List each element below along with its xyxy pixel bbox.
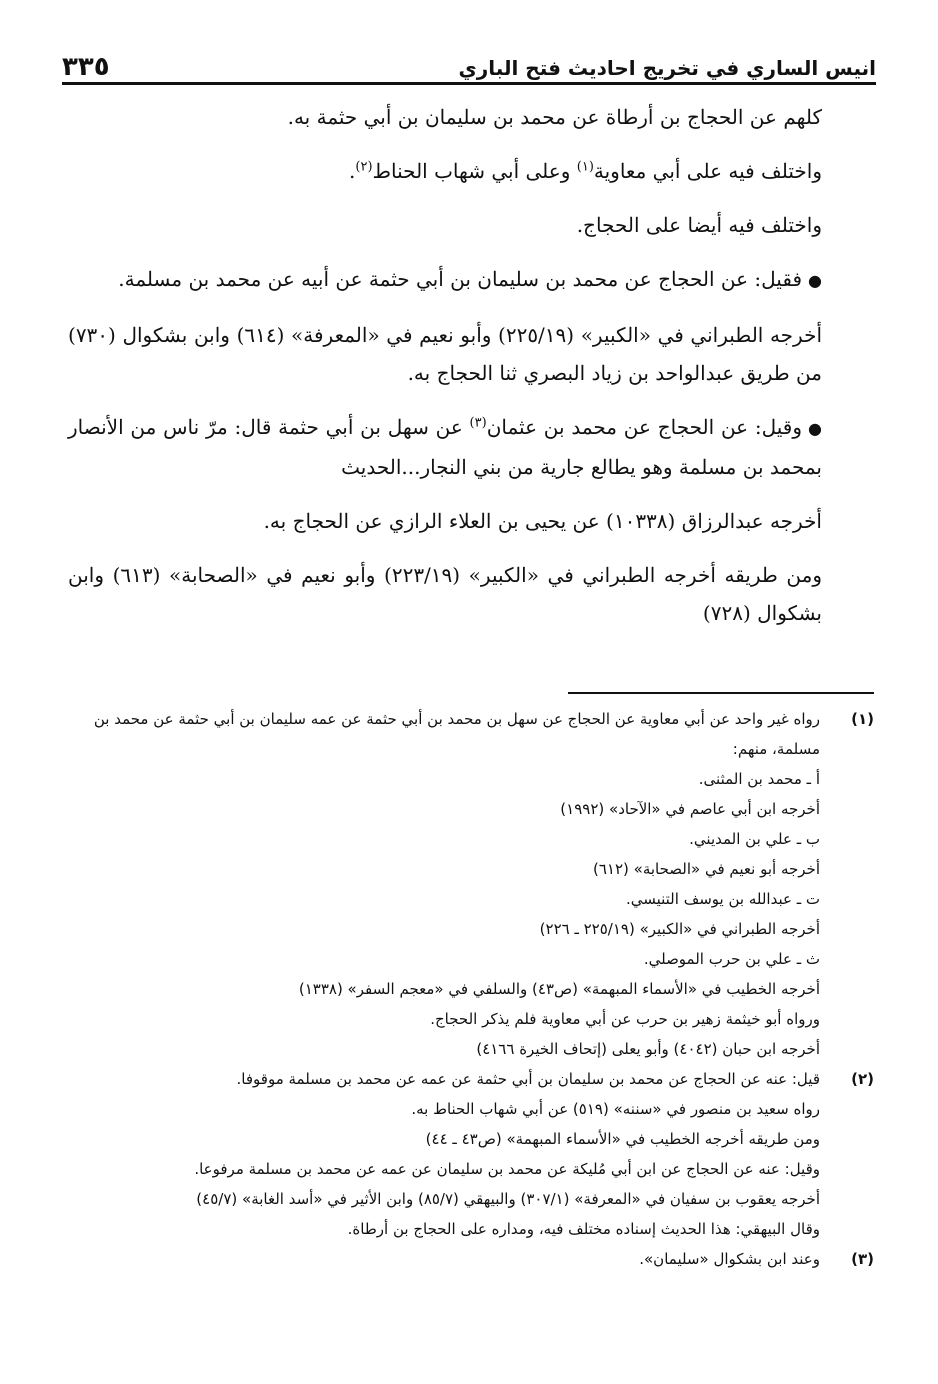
paragraph-8: ومن طريقه أخرجه الطبراني في «الكبير» (٢٢٣/١٩) وأبو نعيم في «الصحابة» (٦١٣) وابن بشكوال (٧٢٨) — [68, 563, 822, 625]
footnote-ref-2[interactable]: (٢) — [355, 159, 373, 175]
footnote-line: رواه سعيد بن منصور في «سننه» (٥١٩) عن أبي شهاب الحناط به. — [411, 1100, 820, 1118]
footnote-1 — [66, 704, 874, 1064]
running-title: انيس الساري في تخريج احاديث فتح الباري — [458, 56, 876, 80]
paragraph-2-text-b: وعلى أبي شهاب الحناط — [372, 159, 577, 183]
footnote-line: أخرجه ابن حبان (٤٠٤٢) وأبو يعلى (إتحاف الخيرة ٤١٦٦) — [476, 1040, 820, 1058]
footnote-number: (٣) — [851, 1250, 874, 1268]
paragraph-7: أخرجه عبدالرزاق (١٠٣٣٨) عن يحيى بن العلاء الرازي عن الحجاج به. — [263, 509, 822, 533]
footnote-line: وعند ابن بشكوال «سليمان». — [639, 1250, 820, 1268]
footnote-line: ت ـ عبدالله بن يوسف التنيسي. — [625, 890, 820, 908]
bullet-icon: ● — [808, 271, 822, 290]
paragraph-4-text: فقيل: عن الحجاج عن محمد بن سليمان بن أبي حثمة عن أبيه عن محمد بن مسلمة. — [118, 267, 803, 291]
paragraph-6-text-b: عن سهل بن أبي حثمة قال: مرّ ناس من الأنصار بمحمد بن مسلمة وهو يطالع جارية من بني النجار...الحديث — [68, 415, 822, 479]
footnote-2 — [66, 1064, 874, 1244]
paragraph-6 — [68, 408, 874, 486]
footnote-line: أخرجه ابن أبي عاصم في «الآحاد» (١٩٩٢) — [560, 800, 820, 818]
footnote-body — [66, 1064, 820, 1244]
footnote-number: (١) — [851, 710, 874, 728]
footnote-ref-1[interactable]: (١) — [576, 159, 594, 175]
footnote-line: رواه غير واحد عن أبي معاوية عن الحجاج عن سهل بن محمد بن أبي حثمة عن عمه سليمان بن أبي حثمة عن محمد بن مسلمة، منهم: — [93, 710, 820, 758]
footnote-line: وقال البيهقي: هذا الحديث إسناده مختلف فيه، ومداره على الحجاج بن أرطاة. — [347, 1220, 820, 1238]
footnote-line: أخرجه يعقوب بن سفيان في «المعرفة» (٣٠٧/١) والبيهقي (٨٥/٧) وابن الأثير في «أسد الغابة» (٤٥/٧) — [196, 1190, 820, 1208]
header-divider — [62, 82, 876, 85]
footnote-line: أخرجه الطبراني في «الكبير» (٢٢٥/١٩ ـ ٢٢٦) — [539, 920, 820, 938]
footnote-line: ث ـ علي بن حرب الموصلي. — [643, 950, 820, 968]
footnote-line: وقيل: عنه عن الحجاج عن ابن أبي مُليكة عن محمد بن سليمان عن عمه عن محمد بن مسلمة مرفوعا. — [194, 1160, 820, 1178]
footnote-line: قيل: عنه عن الحجاج عن محمد بن سليمان بن أبي حثمة عن عمه عن محمد بن مسلمة موقوفا. — [236, 1070, 820, 1088]
footnote-body — [66, 1244, 820, 1274]
footnote-line: ورواه أبو خيثمة زهير بن حرب عن أبي معاوية فلم يذكر الحجاج. — [430, 1010, 820, 1028]
footnote-line: ب ـ علي بن المديني. — [689, 830, 820, 848]
footnote-line: أخرجه الخطيب في «الأسماء المبهمة» (ص٤٣) والسلفي في «معجم السفر» (١٣٣٨) — [298, 980, 820, 998]
paragraph-5: أخرجه الطبراني في «الكبير» (٢٢٥/١٩) وأبو نعيم في «المعرفة» (٦١٤) وابن بشكوال (٧٣٠) من طريق عبدالواحد بن زياد البصري ثنا الحجاج به. — [68, 323, 822, 385]
footnote-number: (٢) — [851, 1070, 874, 1088]
footnote-ref-3[interactable]: (٣) — [469, 415, 487, 431]
paragraph-3: واختلف فيه أيضا على الحجاج. — [576, 213, 822, 237]
footnote-3 — [66, 1244, 874, 1274]
paragraph-4 — [68, 260, 874, 300]
page-number: ٣٣٥ — [62, 52, 110, 82]
paragraph-2-text-c: . — [349, 159, 356, 183]
footnote-line: أ ـ محمد بن المثنى. — [698, 770, 820, 788]
footnote-line: ومن طريقه أخرجه الخطيب في «الأسماء المبهمة» (ص٤٣ ـ ٤٤) — [425, 1130, 820, 1148]
footnote-line: أخرجه أبو نعيم في «الصحابة» (٦١٢) — [592, 860, 820, 878]
page-header — [62, 28, 876, 80]
paragraph-6-text-a: وقيل: عن الحجاج عن محمد بن عثمان — [486, 415, 803, 439]
bullet-icon: ● — [808, 419, 822, 438]
paragraph-2-text-a: واختلف فيه على أبي معاوية — [593, 159, 822, 183]
paragraph-1: كلهم عن الحجاج بن أرطاة عن محمد بن سليمان بن أبي حثمة به. — [287, 105, 822, 129]
main-text — [68, 98, 874, 648]
footnote-body — [66, 704, 820, 1064]
paragraph-2 — [68, 152, 874, 190]
footnotes — [66, 704, 874, 1274]
footnote-divider — [568, 692, 874, 694]
